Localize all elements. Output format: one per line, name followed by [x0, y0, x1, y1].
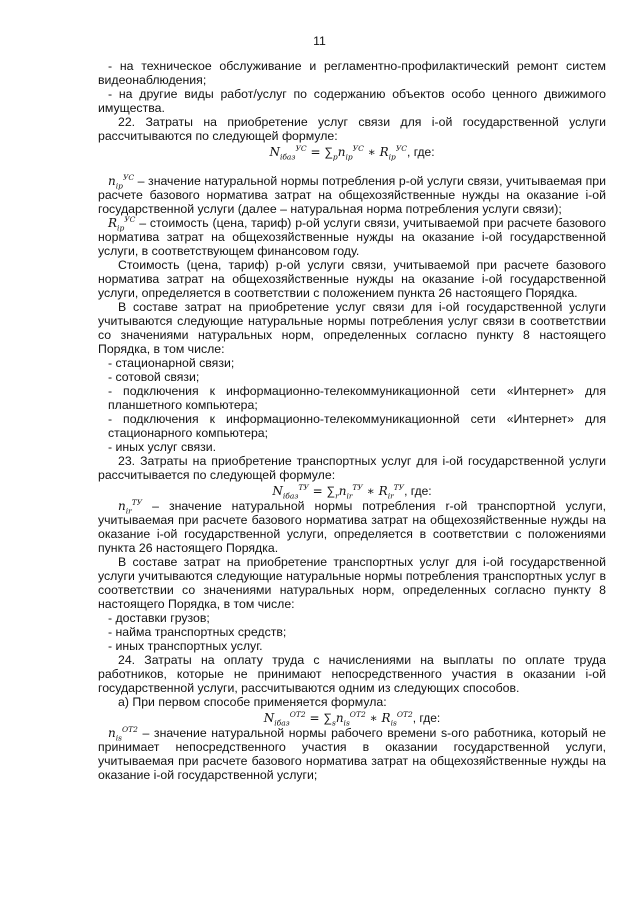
document-body	[98, 59, 606, 782]
symbol-n-us: $n_{ip}^{УС}$	[108, 173, 135, 191]
paragraph: Стоимость (цена, тариф) p-ой услуги связи, учитываемой при расчете базового норматива затрат на общехозяйственные нужды на оказание i-ой государственной услуги, определяется в соответствии с положением пункта 26 настоящего Порядка.	[98, 258, 606, 300]
formula-suffix: , где:	[404, 484, 432, 498]
list-item: - доставки грузов;	[108, 611, 210, 625]
formula-suffix: , где:	[412, 711, 441, 725]
definition-text: – стоимость (цена, тариф) p-ой услуги связи, учитываемой при расчете базового норматива затрат на общехозяйственные нужды на оказание i-ой государственной услуги, в соответствующем финансовом году.	[98, 216, 606, 258]
list-item: - подключения к информационно-телекоммуникационной сети «Интернет» для стационарного компьютера;	[108, 412, 606, 440]
list-item: - иных услуг связи.	[108, 440, 217, 454]
definition-text: – значение натуральной нормы потребления r-ой транспортной услуги, учитываемая при расчете базового норматива затрат на общехозяйственные нужды на оказание i-ой государственной услуги, определяется в соответствии с положениями пункта 26 настоящего Порядка.	[98, 499, 606, 555]
definition-text: – значение натуральной нормы потребления p-ой услуги связи, учитываемая при расчете базового норматива затрат на общехозяйственные нужды на оказание i-ой государственной услуги (далее – натуральная норма потребления услуги связи);	[98, 174, 606, 216]
definition-r-us	[98, 216, 606, 258]
list-item: - стационарной связи;	[108, 356, 235, 370]
formula-suffix: , где:	[407, 145, 435, 159]
paragraph-22: 22. Затраты на приобретение услуг связи для i-ой государственной услуги рассчитываются по следующей формуле:	[98, 115, 606, 143]
formula-22: $N_{iбаз}^{УС} = \sum_pn_{ip}^{УС}$ ∗ $R_{ip}^{УС}$, где:	[269, 144, 435, 162]
list-item: - найма транспортных средств;	[108, 625, 287, 639]
definition-text: – значение натуральной нормы рабочего времени s-ого работника, который не принимает непосредственного участия в оказании государственной услуги, учитываемая при расчете базового норматива затрат на общехозяйственные нужды на оказание i-ой государственной услуги;	[98, 726, 606, 782]
list-item: - иных транспортных услуг.	[108, 639, 263, 653]
list-item: - сотовой связи;	[108, 370, 200, 384]
paragraph: а) При первом способе применяется формула:	[118, 695, 387, 709]
formula-24: $N_{iбаз}^{ОТ2} = \sum_sn_{is}^{ОТ2}$ ∗ $R_{is}^{ОТ2}$, где:	[263, 710, 441, 728]
list-item: - подключения к информационно-телекоммуникационной сети «Интернет» для планшетного компьютера;	[108, 384, 606, 412]
page-number: 11	[313, 34, 326, 48]
paragraph-24: 24. Затраты на оплату труда с начислениями на выплаты по оплате труда работников, которые не принимают непосредственного участия в оказании i-ой государственной услуги, рассчитываются одним из следующих способов.	[98, 653, 606, 695]
paragraph-23: 23. Затраты на приобретение транспортных услуг для i-ой государственной услуги рассчитывается по следующей формуле:	[98, 454, 606, 482]
list-item: - на техническое обслуживание и регламентно-профилактический ремонт систем видеонаблюдения;	[98, 59, 606, 87]
symbol-n-ot2: $n_{is}^{ОТ2}$	[108, 725, 138, 743]
list-item: - на другие виды работ/услуг по содержанию объектов особо ценного движимого имущества.	[98, 87, 606, 115]
symbol-n-tu: $n_{ir}^{ТУ}$	[118, 498, 143, 516]
formula-23: $N_{iбаз}^{ТУ} = \sum_rn_{ir}^{ТУ}$ ∗ $R_{ir}^{ТУ}$, где:	[272, 483, 432, 501]
definition-n-us	[98, 174, 606, 216]
definition-n-tu	[98, 499, 606, 555]
paragraph: В составе затрат на приобретение транспортных услуг для i-ой государственной услуги учитываются следующие натуральные нормы потребления транспортных услуг в соответствии со значениями натуральных норм, определенных согласно пункту 8 настоящего Порядка, в том числе:	[98, 555, 606, 611]
paragraph: В составе затрат на приобретение услуг связи для i-ой государственной услуги учитываются следующие натуральные нормы потребления услуг связи в соответствии со значениями натуральных норм, определенных согласно пункту 8 настоящего Порядка, в том числе:	[98, 300, 606, 356]
definition-n-ot2	[98, 726, 606, 782]
spacer	[98, 160, 606, 174]
symbol-r-us: $R_{ip}^{УС}$	[108, 215, 136, 233]
